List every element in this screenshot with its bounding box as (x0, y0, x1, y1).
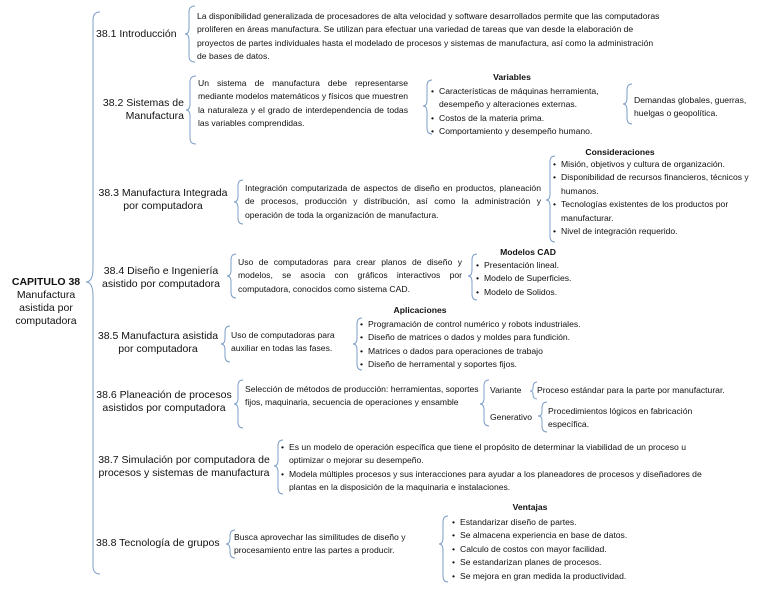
brace-38-6 (234, 380, 243, 428)
section-38-8-text: Busca aprovechar las similitudes de diseño y procesamiento entre las partes a producir. (234, 532, 406, 556)
section-38-2-text: Un sistema de manufactura debe representarse mediante modelos matemáticos y físicos que muestren la naturaleza y el grado de interdependencia de todas las variables comprendidas. (198, 78, 408, 129)
section-38-6-label: 38.6 Planeación de procesos asistidos por computadora (96, 389, 232, 414)
list-item: • Diseño de herramental y soportes fijos. (360, 358, 630, 371)
list-item: • Costos de la materia prima. (431, 112, 625, 125)
list-item: • Programación de control numérico y robots industriales. (360, 318, 630, 331)
list-item: • Nivel de integración requerido. (553, 225, 763, 238)
list-item: • Se estandarizan planes de procesos. (452, 556, 682, 569)
list-item: • Modela múltiples procesos y sus interacciones para ayudar a los planeadores de procesos y diseñadores de plantas en la disposición de la maquinaria e instalaciones. (281, 468, 721, 495)
root-title-line1: CAPITULO 38 (11, 276, 81, 288)
brace-38-4 (227, 254, 236, 298)
section-38-3-header: Consideraciones (585, 147, 655, 157)
list-item: • Presentación lineal. (476, 259, 596, 272)
section-38-3-list (553, 158, 763, 238)
brace-38-2 (186, 76, 196, 144)
root-title (2, 276, 90, 328)
section-38-5-list (360, 318, 630, 372)
section-38-4-text: Uso de computadoras para crear planos de diseño y modelos, se asocia con gráficos interactivos por computadora, conocidos como sistema CAD. (238, 257, 462, 294)
section-38-4-list (476, 259, 596, 299)
section-38-8-label: 38.8 Tecnología de grupos (96, 537, 220, 549)
section-38-6-generativo-desc: Procedimientos lógicos en fabricación específica. (548, 406, 693, 430)
section-38-6-text: Selección de métodos de producción: herramientas, soportes fijos, maquinaria, secuencia de operaciones y ensamble (245, 384, 479, 408)
list-item: • Características de máquinas herramienta, desempeño y alteraciones externas. (431, 85, 625, 112)
brace-38-6-generativo (538, 402, 547, 432)
list-item: • Es un modelo de operación específica que tiene el propósito de determinar la viabilidad de un proceso u optimizar o mejorar su desempeño. (281, 441, 721, 468)
brace-38-3 (234, 180, 243, 224)
section-38-7-label: 38.7 Simulación por computadora de procesos y sistemas de manufactura (98, 454, 270, 479)
list-item: • Disponibilidad de recursos financieros, técnicos y humanos. (553, 171, 763, 198)
section-38-5-text: Uso de computadoras para auxiliar en todas las fases. (231, 330, 335, 354)
list-item: • Matrices o dados para operaciones de trabajo (360, 345, 630, 358)
list-item: • Se almacena experiencia en base de datos. (452, 529, 682, 542)
section-38-3-text: Integración computarizada de aspectos de diseño en productos, planeación de procesos, producción y distribución, así como la administración y operación de toda la organización de manufactura. (245, 183, 541, 220)
section-38-2-list (431, 85, 625, 139)
brace-38-6-variante (530, 382, 537, 399)
list-item: • Modelo de Superficies. (476, 272, 596, 285)
list-item: • Modelo de Solidos. (476, 286, 596, 299)
section-38-2-header: Variables (493, 72, 531, 82)
section-38-1-text: La disponibilidad generalizada de procesadores de alta velocidad y software desarrollados permite que las computadoras proliferen en áreas manufactura. Se utilizan para efectuar una variedad de tareas que van desde la elaboración de proyectos de partes individuales hasta el modelado de procesos y sistemas de manufactura, así como la administración de bases de datos. (197, 11, 660, 62)
list-item: • Se mejora en gran medida la productividad. (452, 570, 682, 583)
section-38-8-list (452, 516, 682, 583)
list-item: • Estandarizar diseño de partes. (452, 516, 682, 529)
section-38-6-variante-desc: Proceso estándar para la parte por manufacturar. (537, 385, 725, 395)
brace-38-8-vent (439, 516, 448, 582)
section-38-1-label: 38.1 Introducción (96, 28, 177, 40)
list-item: • Calculo de costos con mayor facilidad. (452, 543, 682, 556)
root-title-line2: Manufactura asistida por computadora (15, 289, 77, 327)
section-38-7-list (281, 441, 721, 495)
section-38-6-type-generativo: Generativo (490, 412, 533, 422)
list-item: • Tecnologías existentes de los productos por manufacturar. (553, 198, 763, 225)
section-38-5-header: Aplicaciones (393, 305, 447, 315)
list-item: • Comportamiento y desempeño humano. (431, 125, 625, 138)
section-38-3-label: 38.3 Manufactura Integrada por computadora (98, 187, 228, 212)
section-38-2-label: 38.2 Sistemas de Manufactura (102, 97, 184, 122)
section-38-5-label: 38.5 Manufactura asistida por computadora (97, 330, 219, 355)
brace-38-1 (185, 6, 195, 62)
section-38-8-header: Ventajas (512, 502, 548, 512)
list-item: • Misión, objetivos y cultura de organización. (553, 158, 763, 171)
list-item: • Diseño de matrices o dados y moldes para fundición. (360, 331, 630, 344)
brace-38-5 (221, 326, 230, 362)
section-38-2-extra: Demandas globales, guerras, huelgas o geopolítica. (634, 95, 747, 119)
section-38-4-header: Modelos CAD (500, 247, 556, 257)
brace-38-6-types (480, 380, 489, 426)
section-38-4-label: 38.4 Diseño e Ingeniería asistido por computadora (102, 265, 220, 290)
section-38-6-type-variante: Variante (490, 385, 522, 395)
